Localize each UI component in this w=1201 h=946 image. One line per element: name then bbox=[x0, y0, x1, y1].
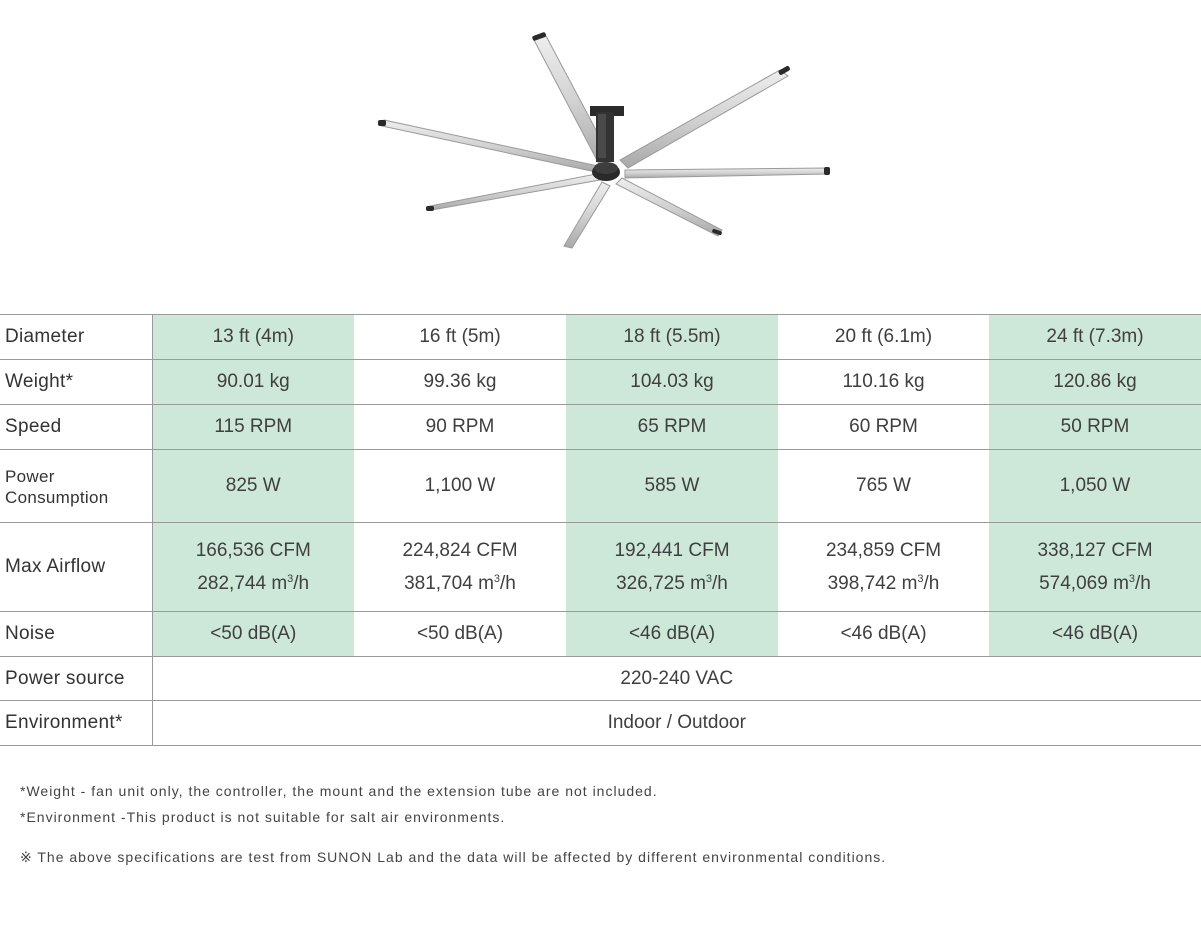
power-cell: 765 W bbox=[778, 450, 989, 523]
speed-cell: 50 RPM bbox=[989, 405, 1201, 450]
power-cell: 585 W bbox=[566, 450, 778, 523]
speed-cell: 115 RPM bbox=[152, 405, 354, 450]
airflow-m3h bbox=[153, 565, 355, 598]
speed-cell: 65 RPM bbox=[566, 405, 778, 450]
unit-suffix: /h bbox=[712, 573, 728, 594]
unit-superscript: 3 bbox=[287, 573, 294, 585]
row-label-max-airflow: Max Airflow bbox=[0, 523, 152, 612]
row-label-weight: Weight* bbox=[0, 360, 152, 405]
diameter-cell: 13 ft (4m) bbox=[152, 315, 354, 360]
noise-cell: <46 dB(A) bbox=[989, 612, 1201, 657]
weight-cell: 110.16 kg bbox=[778, 360, 989, 405]
footnotes bbox=[20, 778, 1180, 870]
airflow-cell bbox=[152, 523, 354, 612]
weight-cell: 120.86 kg bbox=[989, 360, 1201, 405]
unit-superscript: 3 bbox=[1128, 573, 1136, 585]
blade-bottom-right bbox=[616, 178, 722, 236]
airflow-m3h-value: 282,744 m bbox=[197, 573, 288, 594]
noise-cell: <46 dB(A) bbox=[778, 612, 989, 657]
fan-illustration bbox=[360, 20, 860, 260]
diameter-cell: 24 ft (7.3m) bbox=[989, 315, 1201, 360]
table-row-diameter bbox=[0, 315, 1201, 360]
airflow-m3h bbox=[354, 565, 566, 598]
unit-suffix: /h bbox=[1135, 573, 1151, 594]
diameter-cell: 18 ft (5.5m) bbox=[566, 315, 778, 360]
weight-cell: 90.01 kg bbox=[152, 360, 354, 405]
diameter-cell: 20 ft (6.1m) bbox=[778, 315, 989, 360]
airflow-m3h-value: 326,725 m bbox=[616, 573, 706, 594]
blade-top-left bbox=[382, 120, 598, 172]
airflow-cell bbox=[566, 523, 778, 612]
row-label-noise: Noise bbox=[0, 612, 152, 657]
environment-cell: Indoor / Outdoor bbox=[152, 701, 1201, 746]
unit-superscript: 3 bbox=[705, 573, 713, 585]
airflow-cell bbox=[778, 523, 989, 612]
airflow-cfm: 224,824 CFM bbox=[402, 540, 518, 561]
airflow-cfm: 166,536 CFM bbox=[195, 540, 311, 561]
table-row-environment bbox=[0, 701, 1201, 746]
environment-footnote: *Environment -This product is not suitable for salt air environments. bbox=[20, 809, 506, 825]
row-label-diameter: Diameter bbox=[0, 315, 152, 360]
noise-cell: <50 dB(A) bbox=[354, 612, 566, 657]
power-cell: 825 W bbox=[152, 450, 354, 523]
table-row-max-airflow bbox=[0, 523, 1201, 612]
airflow-m3h-value: 574,069 m bbox=[1039, 573, 1129, 594]
unit-superscript: 3 bbox=[917, 573, 924, 585]
power-cell: 1,100 W bbox=[354, 450, 566, 523]
ceiling-fan-image bbox=[360, 20, 860, 260]
blade-left bbox=[430, 174, 600, 210]
blade-top-right bbox=[620, 70, 788, 168]
unit-suffix: /h bbox=[500, 573, 516, 594]
weight-cell: 104.03 kg bbox=[566, 360, 778, 405]
airflow-m3h-value: 398,742 m bbox=[827, 573, 918, 594]
speed-cell: 90 RPM bbox=[354, 405, 566, 450]
airflow-cell bbox=[354, 523, 566, 612]
row-label-line: Consumption bbox=[5, 488, 109, 507]
weight-cell: 99.36 kg bbox=[354, 360, 566, 405]
row-label-speed: Speed bbox=[0, 405, 152, 450]
airflow-cell bbox=[989, 523, 1201, 612]
table-row-power-consumption bbox=[0, 450, 1201, 523]
disclaimer-footnote: ※ The above specifications are test from SUNON Lab and the data will be affected by different environmental conditions. bbox=[20, 849, 887, 865]
airflow-cfm: 192,441 CFM bbox=[614, 540, 730, 561]
power-source-cell: 220-240 VAC bbox=[152, 657, 1201, 701]
unit-superscript: 3 bbox=[493, 573, 501, 585]
weight-footnote: *Weight - fan unit only, the controller, the mount and the extension tube are not included. bbox=[20, 783, 658, 799]
row-label-power-consumption bbox=[0, 450, 152, 523]
table-row-speed bbox=[0, 405, 1201, 450]
table-row-weight bbox=[0, 360, 1201, 405]
airflow-m3h bbox=[566, 565, 778, 598]
speed-cell: 60 RPM bbox=[778, 405, 989, 450]
diameter-cell: 16 ft (5m) bbox=[354, 315, 566, 360]
row-label-power-source: Power source bbox=[0, 657, 152, 701]
row-label-environment: Environment* bbox=[0, 701, 152, 746]
power-cell: 1,050 W bbox=[989, 450, 1201, 523]
row-label-line: Power bbox=[5, 467, 55, 486]
blade-bottom bbox=[564, 182, 610, 248]
airflow-m3h bbox=[989, 565, 1201, 598]
airflow-m3h bbox=[778, 565, 989, 598]
table-row-power-source bbox=[0, 657, 1201, 701]
airflow-cfm: 338,127 CFM bbox=[1037, 540, 1153, 561]
noise-cell: <46 dB(A) bbox=[566, 612, 778, 657]
airflow-cfm: 234,859 CFM bbox=[825, 540, 942, 561]
unit-suffix: /h bbox=[923, 573, 940, 594]
unit-suffix: /h bbox=[293, 573, 310, 594]
specification-table bbox=[0, 314, 1201, 746]
airflow-m3h-value: 381,704 m bbox=[404, 573, 494, 594]
table-row-noise bbox=[0, 612, 1201, 657]
blade-right bbox=[625, 168, 828, 178]
noise-cell: <50 dB(A) bbox=[152, 612, 354, 657]
